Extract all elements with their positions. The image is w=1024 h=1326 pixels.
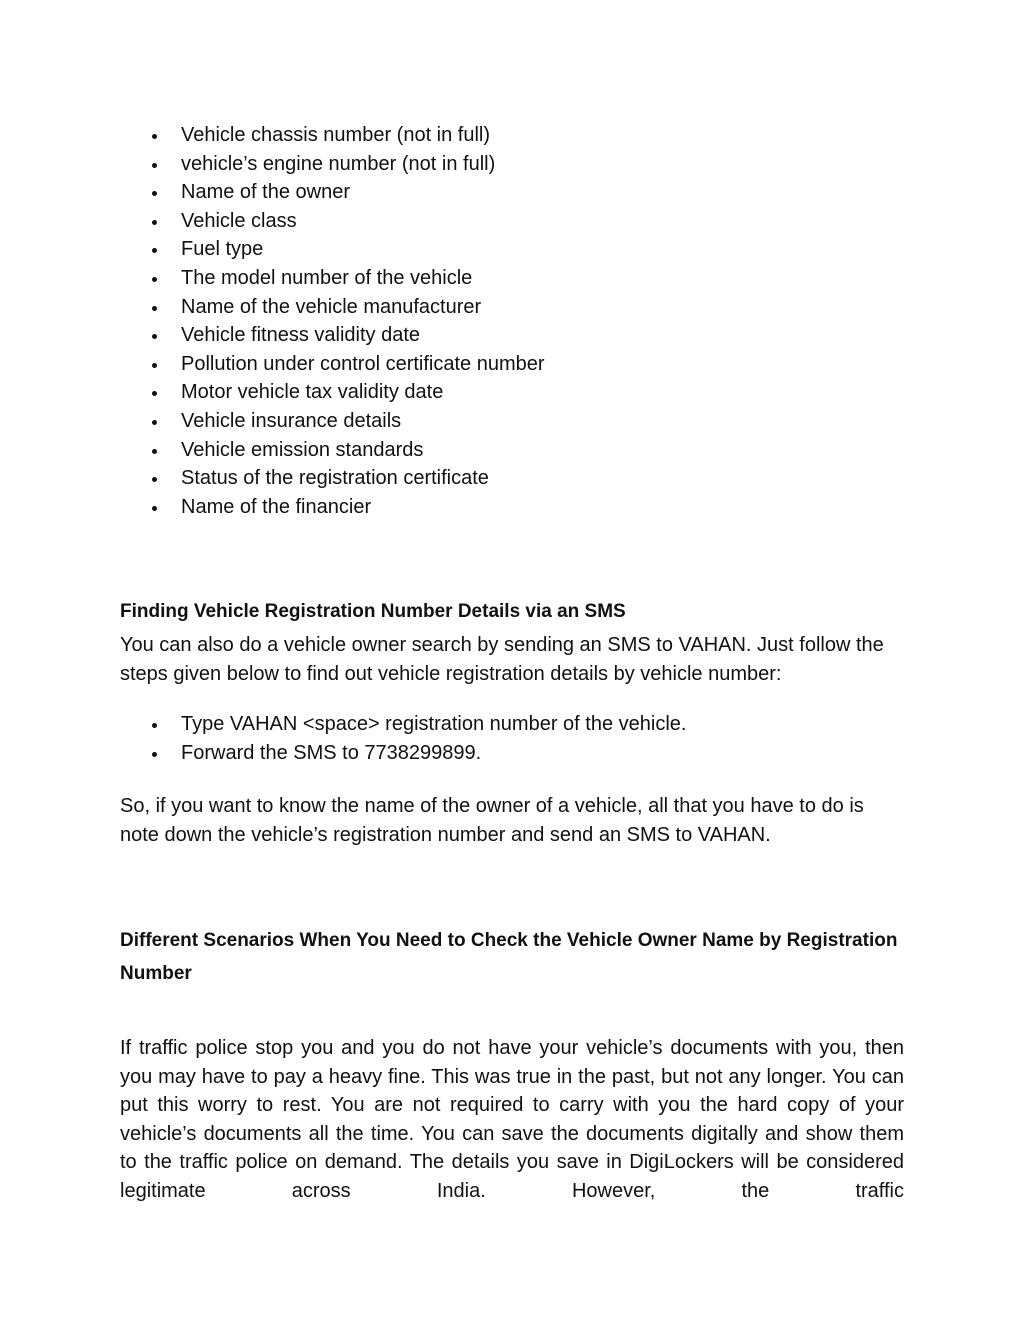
list-item: Name of the vehicle manufacturer bbox=[150, 293, 545, 322]
list-item: Vehicle emission standards bbox=[150, 436, 545, 465]
sms-intro-paragraph: You can also do a vehicle owner search by sending an SMS to VAHAN. Just follow the steps given below to find out vehicle registration details by vehicle number: bbox=[120, 634, 884, 685]
sms-steps-list bbox=[150, 710, 686, 767]
section-heading-scenarios: Different Scenarios When You Need to Check the Vehicle Owner Name by Registration Number bbox=[120, 930, 898, 984]
list-item: Forward the SMS to 7738299899. bbox=[150, 739, 686, 768]
list-item: Name of the financier bbox=[150, 493, 545, 522]
list-item: Status of the registration certificate bbox=[150, 464, 545, 493]
section-heading-sms: Finding Vehicle Registration Number Details via an SMS bbox=[120, 601, 626, 622]
list-item: Fuel type bbox=[150, 235, 545, 264]
list-item: Vehicle chassis number (not in full) bbox=[150, 121, 545, 150]
list-item: Name of the owner bbox=[150, 178, 545, 207]
list-item: vehicle’s engine number (not in full) bbox=[150, 150, 545, 179]
list-item: Type VAHAN <space> registration number of the vehicle. bbox=[150, 710, 686, 739]
list-item: Vehicle insurance details bbox=[150, 407, 545, 436]
sms-conclusion-paragraph: So, if you want to know the name of the owner of a vehicle, all that you have to do is note down the vehicle’s registration number and send an SMS to VAHAN. bbox=[120, 795, 864, 846]
list-item: Vehicle class bbox=[150, 207, 545, 236]
list-item: Motor vehicle tax validity date bbox=[150, 378, 545, 407]
list-item: The model number of the vehicle bbox=[150, 264, 545, 293]
scenarios-paragraph: If traffic police stop you and you do not have your vehicle’s documents with you, then you may have to pay a heavy fine. This was true in the past, but not any longer. You can put this worry to rest. You are not required to carry with you the hard copy of your vehicle’s documents all the time. You can save the documents digitally and show them to the traffic police on demand. The details you save in DigiLockers will be considered legitimate across India. However, the traffic bbox=[120, 1037, 904, 1202]
list-item: Pollution under control certificate number bbox=[150, 350, 545, 379]
list-item: Vehicle fitness validity date bbox=[150, 321, 545, 350]
vehicle-details-list bbox=[150, 121, 545, 521]
